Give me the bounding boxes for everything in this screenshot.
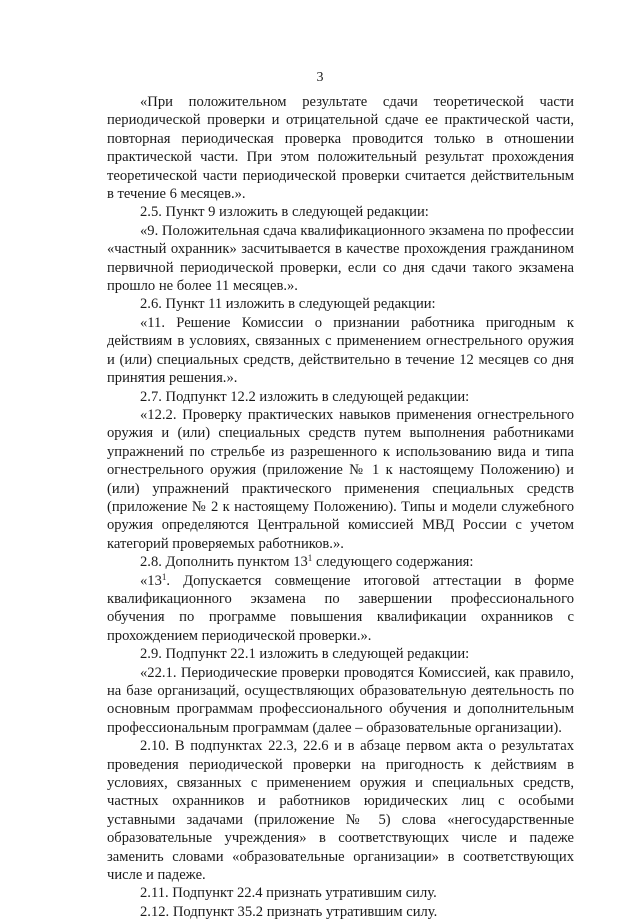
paragraph-2-8-text: 2.8. Дополнить пунктом 13 [140,554,308,571]
paragraph-quote-periodic-check-result: «При положительном результате сдачи теоретической части периодической проверки и отрицательной сдаче ее практической части, повторная периодическая проверка проводится только в отношении практической части. При этом положительный результат прохождения теоретической части периодической проверки считается действительным в течение 6 месяцев.». [107,94,574,203]
paragraph-2-9: 2.9. Подпункт 22.1 изложить в следующей редакции: [140,646,470,663]
paragraph-2-10: 2.10. В подпунктах 22.3, 22.6 и в абзаце первом акта о результатах проведения периодической проверки на пригодность к действиям в условиях, связанных с применением оружия и специальных средств, частных охранников и работников юридических лиц с особыми уставными задачами (приложение № 5) слова «негосударственные образовательные учреждения» в соответствующих числе и падеже заменить словами «образовательные организации» в соответствующих числе и падеже. [107,738,574,884]
paragraph-quote-item-9: «9. Положительная сдача квалификационного экзамена по профессии «частный охранник» засчитывается в качестве прохождения гражданином первичной периодической проверки, если со дня сдачи такого экзамена прошло не более 11 месяцев.». [107,222,574,295]
paragraph-2-6: 2.6. Пункт 11 изложить в следующей редакции: [140,296,436,313]
document-body [107,93,574,921]
paragraph-quote-item-13-1-start: «13 [140,572,162,589]
superscript-1: 1 [161,571,167,582]
paragraph-2-12: 2.12. Подпункт 35.2 признать утратившим силу. [140,903,438,920]
paragraph-2-7: 2.7. Подпункт 12.2 изложить в следующей редакции: [140,388,470,405]
superscript-1: 1 [307,553,313,564]
paragraph-quote-item-13-1 [107,572,574,646]
paragraph-2-8 [107,553,574,571]
paragraph-quote-item-13-1-text: . Допускается совмещение итоговой аттестации в форме квалификационного экзамена по завершении профессионального обучения по программе повышения квалификации охранников с прохождением периодической проверки.». [107,572,574,644]
paragraph-quote-item-22-1: «22.1. Периодические проверки проводятся Комиссией, как правило, на базе организаций, осуществляющих образовательную деятельность по основным программам профессионального обучения и дополнительным профессиональным программам (далее – образовательные организации). [107,664,574,736]
paragraph-2-11: 2.11. Подпункт 22.4 признать утратившим силу. [140,885,437,902]
paragraph-quote-item-12-2: «12.2. Проверку практических навыков применения огнестрельного оружия и (или) специальных средств путем выполнения работниками упражнений по стрельбе из разрешенного к использованию вида и типа огнестрельного оружия (приложение № 1 к настоящему Положению) и (или) упражнений практического применения специальных средств (приложение № 2 к настоящему Положению). Типы и модели служебного оружия определяются Центральной комиссией МВД России с учетом категорий проверяемых работников.». [107,406,574,552]
paragraph-2-5: 2.5. Пункт 9 изложить в следующей редакции: [140,204,429,221]
page-number: 3 [316,70,324,85]
paragraph-quote-item-11: «11. Решение Комиссии о признании работника пригодным к действиям в условиях, связанных с применением огнестрельного оружия и (или) специальных средств, действительно в течение 12 месяцев со дня принятия решения.». [107,314,574,387]
paragraph-2-8-text-end: следующего содержания: [312,554,474,571]
